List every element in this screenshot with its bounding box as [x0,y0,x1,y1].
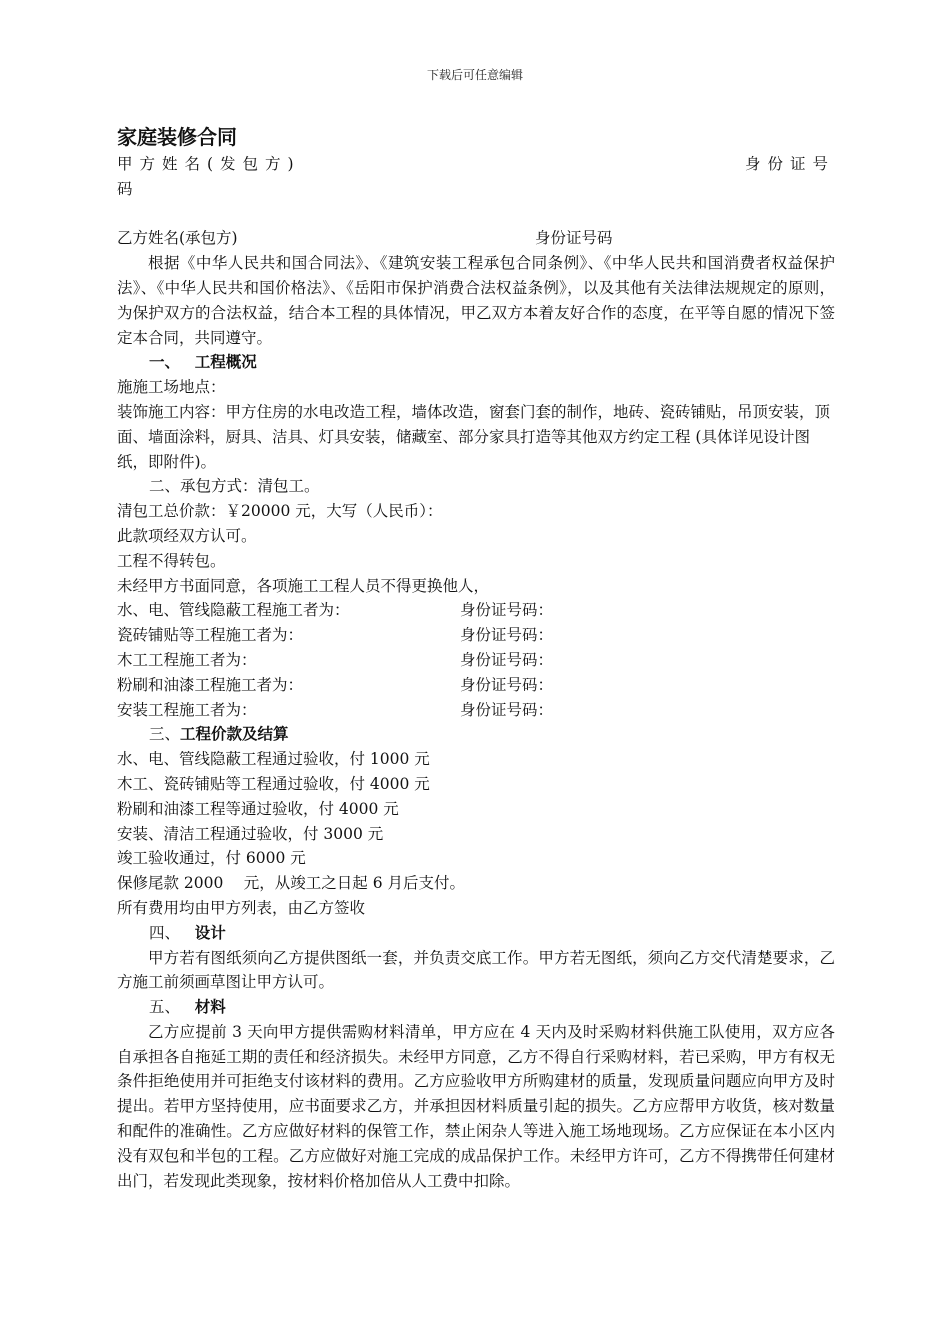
section-4-heading [117,921,835,946]
contract-page [117,122,835,1193]
party-a-line [117,152,835,177]
worker-id-label: 身份证号码： [460,650,554,669]
section-5-title: 材料 [194,998,226,1017]
construction-content: 装饰施工内容：甲方住房的水电改造工程，墙体改造，窗套门套的制作，地砖、瓷砖铺贴，吊顶安装，顶面、墙面涂料，厨具、洁具、灯具安装，储藏室、部分家具打造等其他双方约定工程 (具体详见设计图纸，即附件)。 [117,402,831,471]
worker-row [117,623,835,648]
no-subcontract: 工程不得转包。 [117,551,226,570]
section-5-number: 五、 [149,998,181,1017]
worker-row [117,648,835,673]
payment-line: 所有费用均由甲方列表，由乙方签收 [117,898,366,917]
worker-role: 安装工程施工者为： [117,700,257,719]
payment-line: 竣工验收通过，付 6000 元 [117,849,306,868]
party-b-line [117,226,835,251]
party-a-id-wrap: 码 [117,179,133,198]
construction-site: 施施工场地点： [117,378,226,397]
materials-body: 乙方应提前 3 天向甲方提供需购材料清单，甲方应在 4 天内及时采购材料供施工队使用，双方应各自承担各自拖延工期的责任和经济损失。未经甲方同意，乙方不得自行采购材料，若已采购，甲方有权无条件拒绝使用并可拒绝支付该材料的费用。乙方应验收甲方所购建材的质量，发现质量问题应向甲方及时提出。若甲方坚持使用，应书面要求乙方，并承担因材料质量引起的损失。乙方应帮甲方收货，核对数量和配件的准确性。乙方应做好材料的保管工作，禁止闲杂人等进入施工场地现场。乙方应保证在本小区内没有双包和半包的工程。乙方应做好对施工完成的成品保护工作。未经甲方许可，乙方不得携带任何建材出门，若发现此类现象，按材料价格加倍从人工费中扣除。 [117,1022,835,1190]
payment-line: 粉刷和油漆工程等通过验收，付 4000 元 [117,799,399,818]
section-1-heading [117,350,835,375]
section-1-number: 一、 [149,353,181,372]
worker-id-label: 身份证号码： [460,601,554,620]
section-4-title: 设计 [194,923,226,942]
worker-id-label: 身份证号码： [460,700,554,719]
payment-line: 水、电、管线隐蔽工程通过验收，付 1000 元 [117,750,430,769]
worker-role: 瓷砖铺贴等工程施工者为： [117,626,304,645]
section-4-number: 四、 [149,923,181,942]
party-a-label: 甲方姓名(发包方) [117,155,301,173]
party-b-label: 乙方姓名(承包方) [117,229,238,248]
section-2-heading: 二、承包方式：清包工。 [149,477,320,496]
section-1-title: 工程概况 [194,353,257,372]
payment-line: 木工、瓷砖铺贴等工程通过验收，付 4000 元 [117,774,430,793]
section-3-title: 工程价款及结算 [180,725,289,744]
worker-role: 木工工程施工者为： [117,650,257,669]
worker-id-label: 身份证号码： [460,626,554,645]
payment-line: 安装、清洁工程通过验收，付 3000 元 [117,824,384,843]
worker-row [117,673,835,698]
section-5-heading [117,995,835,1020]
worker-row [117,598,835,623]
worker-row [117,698,835,723]
price-approved: 此款项经双方认可。 [117,526,257,545]
header-note: 下载后可任意编辑 [426,68,523,82]
section-3-number: 三、 [149,725,181,744]
no-replace-staff: 未经甲方书面同意，各项施工工程人员不得更换他人， [117,576,490,595]
preamble: 根据《中华人民共和国合同法》、《建筑安装工程承包合同条例》、《中华人民共和国消费者权益保护法》、《中华人民共和国价格法》、《岳阳市保护消费合法权益条例》，以及其他有关法律法规规定的原则，为保护双方的合法权益，结合本工程的具体情况，甲乙双方本着友好合作的态度，在平等自愿的情况下签定本合同，共同遵守。 [117,254,835,347]
worker-role: 粉刷和油漆工程施工者为： [117,675,304,694]
party-b-id-label: 身份证号码 [535,229,613,248]
payment-line: 保修尾款 2000 元，从竣工之日起 6 月后支付。 [117,874,466,893]
total-price: 清包工总价款：￥20000 元，大写（人民币）： [117,502,443,521]
party-a-id-label: 身份证号 [744,155,835,173]
worker-id-label: 身份证号码： [460,675,554,694]
worker-role: 水、电、管线隐蔽工程施工者为： [117,601,350,620]
document-title: 家庭装修合同 [117,125,237,149]
design-body: 甲方若有图纸须向乙方提供图纸一套，并负责交底工作。甲方若无图纸，须向乙方交代清楚要求，乙方施工前须画草图让甲方认可。 [117,948,835,992]
section-3-heading [117,722,835,747]
